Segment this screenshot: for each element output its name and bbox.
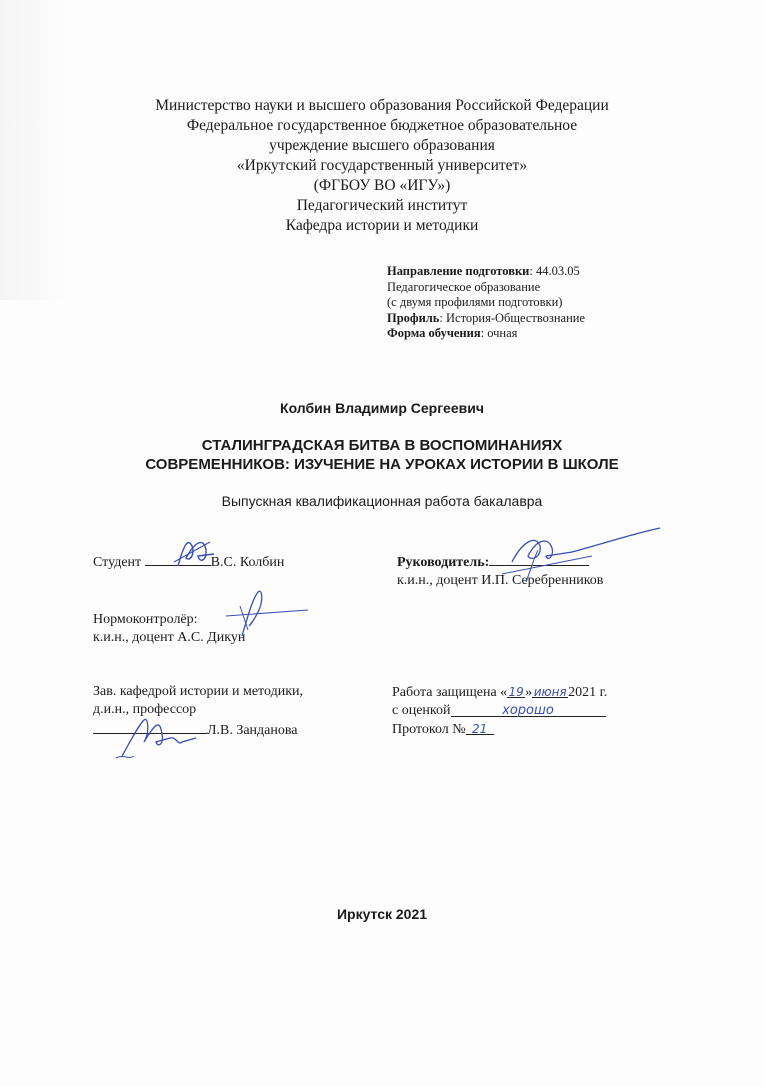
header-line: «Иркутский государственный университет» [236, 157, 528, 174]
thesis-title [0, 436, 764, 474]
grade-value: хорошо [451, 702, 606, 717]
grade-label: с оценкой [392, 703, 451, 718]
header-line: Федеральное государственное бюджетное образовательное [186, 117, 578, 134]
work-type: Выпускная квалификационная работа бакалавра [221, 493, 543, 509]
protocol-number: 21 [466, 720, 494, 735]
head-signature [112, 712, 202, 764]
study-form-label: Форма обучения [387, 326, 481, 340]
city-year: Иркутск 2021 [336, 906, 428, 922]
study-direction-block [387, 264, 585, 342]
defense-year: 2021 г. [568, 685, 608, 700]
direction-line: (с двумя профилями подготовки) [387, 295, 563, 309]
profile-value: : История-Обществознание [439, 310, 586, 325]
header-line: Кафедра истории и методики [285, 217, 479, 234]
header-line: Министерство науки и высшего образования Российской Федерации [155, 97, 609, 114]
direction-value: : 44.03.05 [529, 264, 580, 278]
profile-label: Профиль [387, 310, 440, 325]
head-name: Л.В. Занданова [207, 723, 298, 738]
normocontrol-signature [222, 586, 312, 644]
header-line: Педагогический институт [296, 197, 468, 214]
normocontrol-rank: к.и.н., доцент А.С. Дикун [93, 630, 246, 645]
header-line: учреждение высшего образования [269, 137, 495, 154]
defense-month: июня [533, 685, 567, 699]
direction-line: Педагогическое образование [387, 279, 541, 294]
header-line: (ФГБОУ ВО «ИГУ») [313, 177, 451, 194]
supervisor-label: Руководитель: [397, 555, 490, 570]
title-line: СОВРЕМЕННИКОВ: ИЗУЧЕНИЕ НА УРОКАХ ИСТОРИИ В ШКОЛЕ [145, 456, 619, 473]
institution-header [0, 96, 764, 236]
title-line: СТАЛИНГРАДСКАЯ БИТВА В ВОСПОМИНАНИЯХ [201, 437, 563, 454]
protocol-label: Протокол № [392, 722, 466, 737]
supervisor-signature [492, 522, 662, 592]
defense-mid: » [525, 685, 533, 700]
student-signature [170, 536, 220, 572]
defense-day: 19 [508, 685, 524, 699]
student-label: Студент [93, 555, 142, 570]
head-position: Зав. кафедрой истории и методики, [93, 684, 303, 699]
study-form-value: : очная [480, 326, 518, 340]
student-name: В.С. Колбин [210, 555, 285, 570]
supervisor-rank: к.и.н., доцент И.П. Серебренников [397, 573, 604, 588]
defense-block [392, 683, 607, 739]
direction-label: Направление подготовки [387, 264, 530, 278]
defense-prefix: Работа защищена « [392, 685, 508, 700]
author-name: Колбин Владимир Сергеевич [280, 400, 484, 416]
head-degree: д.и.н., профессор [93, 702, 197, 717]
normocontrol-label: Нормоконтролёр: [93, 612, 198, 627]
